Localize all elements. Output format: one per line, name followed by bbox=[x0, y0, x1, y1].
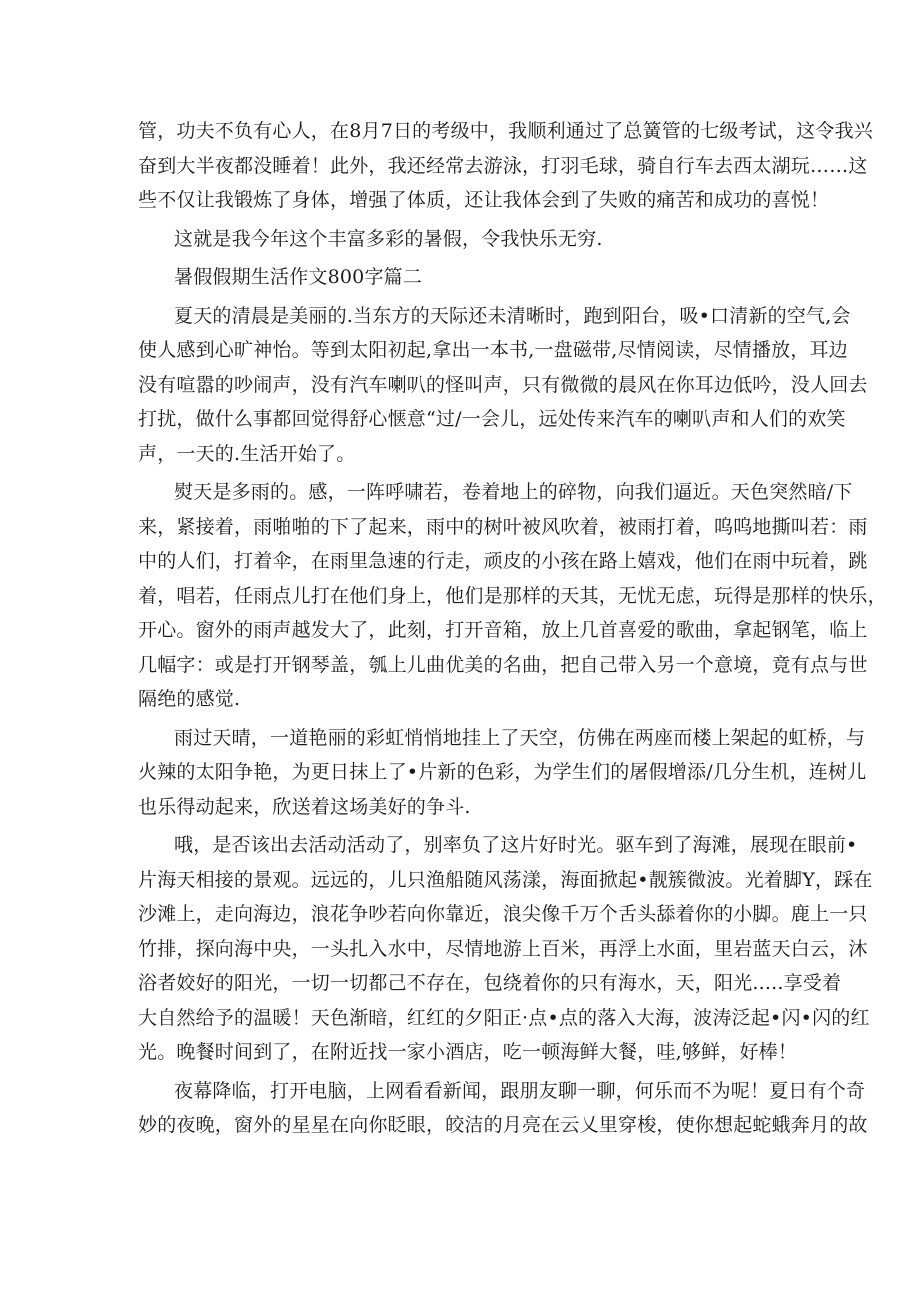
text-line: 夜幕降临，打开电脑，上网看看新闻，跟朋友聊一聊，何乐而不为呢！夏日有个奇 bbox=[174, 1079, 866, 1102]
text-line: 来，紧接着，雨啪啪的下了起来，雨中的树叶被风吹着，被雨打着，呜呜地撕叫若：雨 bbox=[138, 515, 868, 538]
section-heading: 暑假假期生活作文800字篇二 bbox=[174, 266, 423, 288]
text-line: 使人感到心旷神怡。等到太阳初起,拿出一本书,一盘磁带,尽情阅读，尽情播放，耳边 bbox=[138, 339, 848, 361]
text-line: 片海天相接的景观。远远的，儿只渔船随风荡漾，海面掀起•靓簇微波。光着脚Y，踩在 bbox=[138, 868, 873, 891]
text-line: 声，一天的.生活开始了。 bbox=[138, 442, 356, 465]
text-line: 光。晚餐时间到了，在附近找一家小酒店，吃一顿海鲜大餐，哇,够鲜，好棒！ bbox=[138, 1041, 798, 1063]
text-line: 妙的夜晚，窗外的星星在向你眨眼，皎洁的月亮在云乂里穿梭，使你想起蛇蛾奔月的故 bbox=[138, 1114, 868, 1136]
text-line: 些不仅让我锻炼了身体，增强了体质，还让我体会到了失败的痛苦和成功的喜悦！ bbox=[138, 189, 830, 211]
text-line: 没有喧嚣的吵闹声，没有汽车喇叭的怪叫声，只有微微的晨风在你耳边低吟，没人回去 bbox=[138, 373, 868, 396]
text-line: 哦，是否该出去活动活动了，别率负了这片好时光。驱车到了海滩，展现在眼前• bbox=[174, 834, 858, 856]
text-line: 火辣的太阳争艳，为更日抹上了•片新的色彩，为学生们的屠假增添/几分生机，连树儿 bbox=[138, 761, 867, 783]
text-line: 中的人们，打着伞，在雨里急速的行走，顽皮的小孩在路上嬉戏，他们在雨中玩着，跳 bbox=[138, 550, 868, 572]
text-line: 着，唱若，任雨点儿打在他们身上，他们是那样的天其，无忧无虑，玩得是那样的快乐， bbox=[138, 584, 887, 607]
text-line: 打扰，做什么事都回觉得舒心惬意“过/一会儿，远处传来汽车的喇叭声和人们的欢笑 bbox=[138, 408, 846, 430]
essay-body bbox=[138, 114, 887, 1143]
text-line: 雨过天晴，一道艳丽的彩虹悄悄地挂上了天空，仿佛在两座而楼上架起的虹桥，与 bbox=[174, 726, 866, 749]
text-line: 夏天的清晨是美丽的.当东方的天际还未清晰时，跑到阳台，吸•口清新的空气,会 bbox=[174, 304, 851, 327]
text-line: 浴者姣好的阳光，一切一切都己不存在，包绕着你的只有海水，天，阳光.....享受着 bbox=[138, 972, 842, 994]
text-line: 也乐得动起来，欣送着这场美好的争斗. bbox=[138, 795, 471, 818]
text-line: 开心。窗外的雨声越发大了，此刻，打开音箱，放上几首喜爱的歌曲，拿起钢笔，临上 bbox=[138, 619, 868, 641]
text-line: 竹排，探向海中央，一头扎入水中，尽情地游上百米，再浮上水面，里岩蓝天白云，沐 bbox=[138, 937, 868, 960]
text-line: 管，功夫不负有心人，在8月7日的考级中，我顺利通过了总簧管的七级考试，这令我兴 bbox=[138, 120, 873, 142]
text-line: 熨天是多雨的。感，一阵呼啸若，卷着地上的碎物，向我们逼近。天色突然暗/下 bbox=[174, 481, 853, 503]
text-line: 奋到大半夜都没睡着！此外，我还经常去游泳，打羽毛球，骑自行车去西太湖玩……这 bbox=[138, 154, 868, 177]
text-line: 隔绝的感觉. bbox=[138, 688, 241, 710]
text-line: 几幅字：或是打开钢琴盖，瓠上儿曲优美的名曲，把自己带入另一个意境，竟有点与世 bbox=[138, 653, 868, 676]
text-line: 大自然给予的温暖！天色渐暗，红红的夕阳正·点•点的落入大海，波涛泛起•闪•闪的红 bbox=[138, 1006, 870, 1029]
text-line: 这就是我今年这个丰富多彩的暑假，令我快乐无穷. bbox=[174, 227, 603, 250]
text-line: 沙滩上，走向海边，浪花争吵若向你靠近，浪尖像千万个舌头舔着你的小脚。鹿上一只 bbox=[138, 903, 868, 925]
